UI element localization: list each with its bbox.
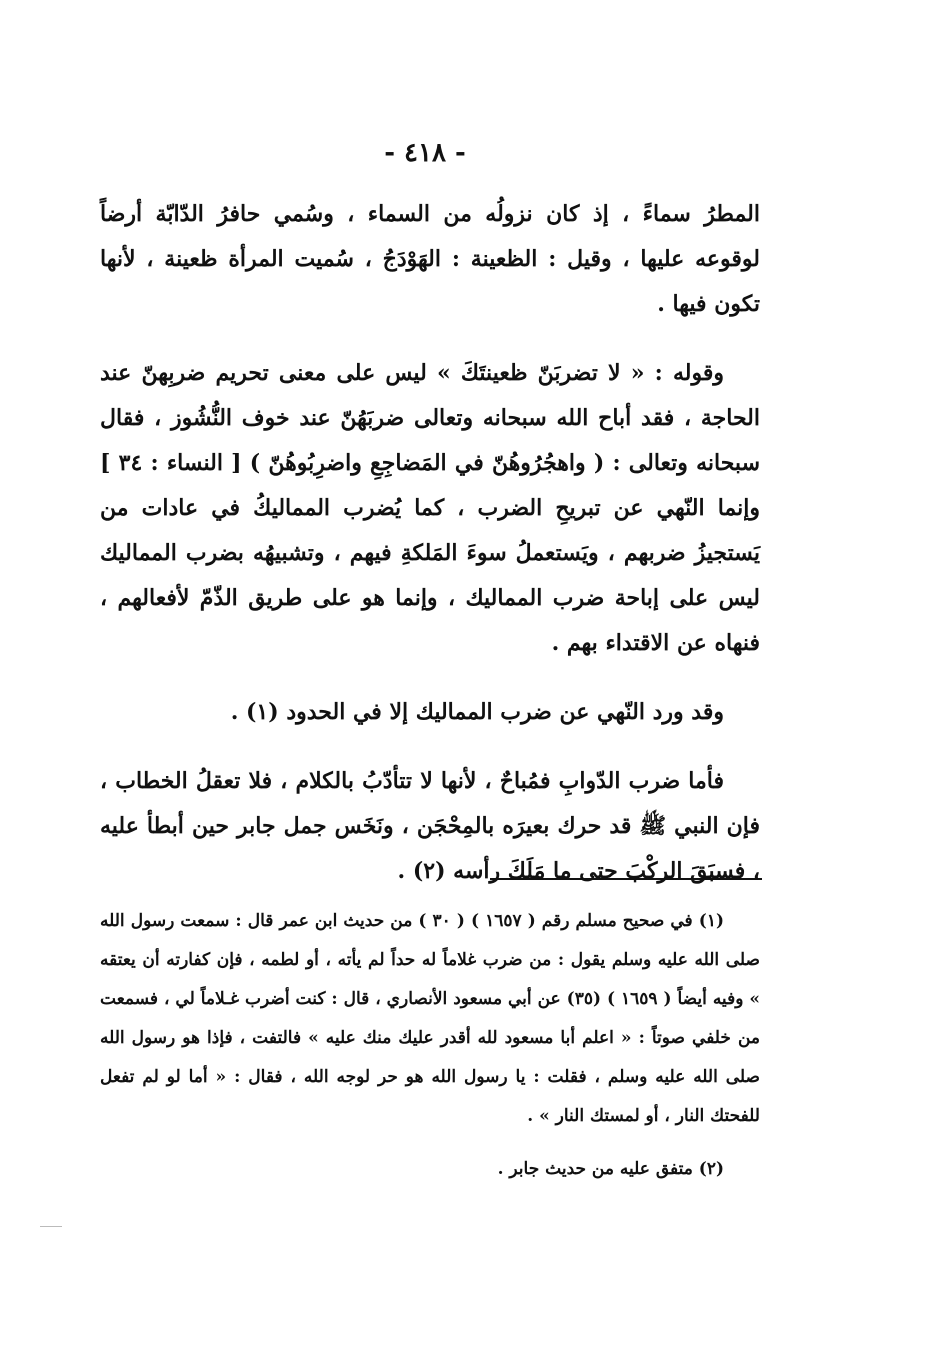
paragraph-2: وقوله : « لا تضربَنّ ظعينتَكَ » ليس على معنى تحريم ضربِهنّ عند الحاجة ، فقد أباح الله سبحانه وتعالى ضربَهُنّ عند خوف النُّشُوز ، فقال سبحانه وتعالى : ( واهجُرُوهُنّ في المَضاجِعِ واضرِبُوهُنّ ) [ النساء : ٣٤ ] وإنما النّهي عن تبريحِ الضرب ، كما يُضرب المماليكُ في عادات من يَستجيزُ ضربهم ، ويَستعملُ سوءَ المَلكةِ فيهم ، وتشبيهُه بضرب المماليك ليس على إباحة ضرب المماليك ، وإنما هو على طريق الذّمّ لأفعالهم ، فنهاه عن الاقتداء بهم . [100,360,760,656]
scan-margin-mark [40,1226,62,1227]
paragraph-4: فأما ضرب الدّوابِ فمُباحٌ ، لأنها لا تتأدّبُ بالكلام ، فلا تعقلُ الخطاب ، فإن النبي ﷺ قد حرك بعيرَه بالمِحْجَن ، ونَخَس جمل جابر حين أبطأ عليه ، فسبَقَ الركْبَ حتى ما مَلَكَ رأسه (٢) . [100,768,760,884]
footnote-2: (٢) متفق عليه من حديث جابر . [497,1159,724,1179]
paragraph-3: وقد ورد النّهي عن ضرب المماليك إلا في الحدود (١) . [230,699,724,725]
paragraph-1: المطرُ سماءً ، إذ كان نزولُه من السماء ، وسُمي حافرُ الدّابّة أرضاً لوقوعه عليها ، وقيل : الظعينة : الهَوْدَجُ ، سُميت المرأة ظعينة ، لأنها تكون فيها . [100,201,760,317]
footnote-1: (١) في صحيح مسلم رقم ( ١٦٥٧ ) ( ٣٠ ) من حديث ابن عمر قال : سمعت رسول الله صلى الله عليه وسلم يقول : من ضرب غلاماً له حداً لم يأته ، أو لطمه ، فإن كفارته أن يعتقه » وفيه أيضاً ( ١٦٥٩ ) (٣٥) عن أبي مسعود الأنصاري ، قال : كنت أضرب غـلاماً لي ، فسمعت من خلفي صوتاً : « اعلم أبا مسعود لله أقدر عليك منك عليه » فالتفت ، فإذا هو رسول الله صلى الله عليه وسلم ، فقلت : يا رسول الله هو حر لوجه الله ، فقال : « أما لو لم تفعل للفحتك النار ، أو لمستك النار » . [100,911,760,1126]
page-number: - ٤١٨ - [384,138,466,168]
main-text [100,192,760,894]
footnote-separator [490,878,762,880]
footnotes [100,902,760,1189]
